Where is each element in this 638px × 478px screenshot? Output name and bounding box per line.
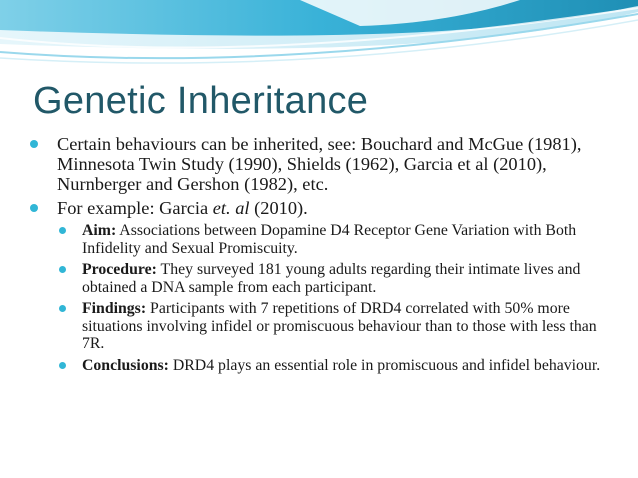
bullet-item [30,134,610,194]
bullet-dot-icon [30,204,38,212]
bullet-text-italic: et. al [212,198,250,218]
sub-bullet-text: They surveyed 181 young adults regarding their intimate lives and obtained a DNA sample from each participant. [82,261,581,296]
bullet-text: Certain behaviours can be inherited, see: Bouchard and McGue (1981), Minnesota Twin Study (1990), Shields (1962), Garcia et al (2010), Nurnberger and Gershon (1982), etc. [57,134,582,194]
sub-bullet-label: Findings: [82,300,147,317]
sub-bullet-label: Aim: [82,222,117,239]
sub-bullet-item [30,222,610,257]
sub-bullet-text: Associations between Dopamine D4 Receptor Gene Variation with Both Infidelity and Sexual Promiscuity. [82,222,577,257]
slide-title: Genetic Inheritance [33,80,369,122]
bullet-dot-icon [59,362,66,369]
bullet-list [30,134,610,378]
sub-bullet-label: Conclusions: [82,356,169,374]
sub-bullet-item [30,261,610,296]
bullet-dot-icon [59,266,66,273]
bullet-text: For example: Garcia [57,198,213,218]
bullet-item [30,198,610,218]
sub-bullet-item [30,300,610,353]
header-wave-decoration [0,0,638,80]
sub-bullet-item [30,357,610,375]
bullet-dot-icon [59,227,66,234]
bullet-dot-icon [59,305,66,312]
sub-bullet-text: Participants with 7 repetitions of DRD4 correlated with 50% more situations involving infidel or promiscuous behaviour than to those with less than 7R. [82,300,597,352]
sub-bullet-label: Procedure: [82,261,157,278]
sub-bullet-text: DRD4 plays an essential role in promiscuous and infidel behaviour. [168,356,601,374]
bullet-text: (2010). [249,198,308,218]
bullet-dot-icon [30,140,38,148]
